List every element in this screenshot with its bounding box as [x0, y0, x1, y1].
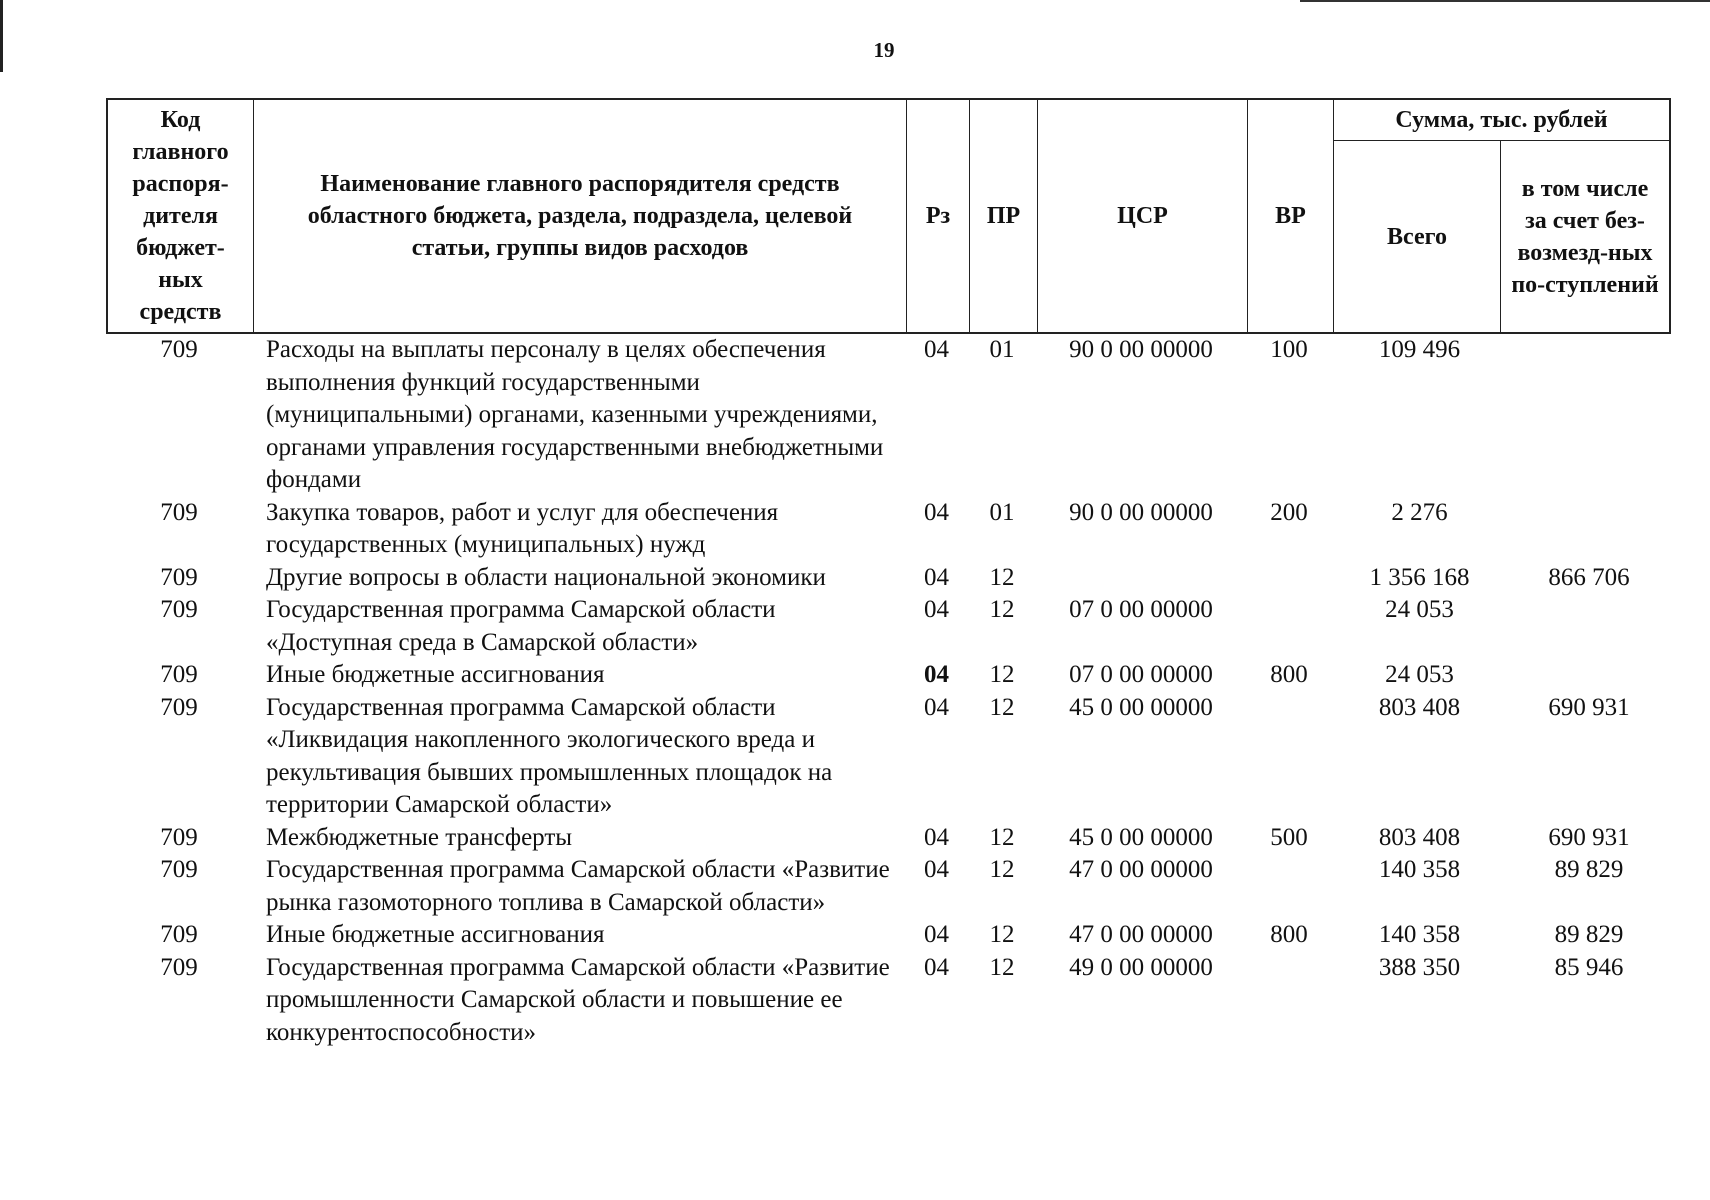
- cell-code: 709: [160, 823, 198, 851]
- cell-free: 89 829: [1554, 921, 1624, 948]
- header-csr: ЦСР: [1117, 203, 1168, 229]
- cell-pr: 12: [989, 596, 1015, 623]
- header-name: Наименование главного распорядителя средств областного бюджета, раздела, подраздела, целевой статьи, группы видов расходов: [307, 171, 853, 261]
- cell-total: 388 350: [1378, 953, 1461, 981]
- cell-code: 709: [160, 693, 198, 721]
- table-row: [106, 854, 1671, 919]
- cell-rz: 04: [924, 921, 949, 948]
- cell-free: [1507, 594, 1671, 659]
- table-row: [106, 659, 1671, 692]
- cell-name: Закупка товаров, работ и услуг для обеспечения государственных (муниципальных) нужд: [266, 498, 779, 558]
- cell-total: 24 053: [1385, 596, 1454, 623]
- cell-pr: 01: [989, 336, 1015, 363]
- cell-name: Расходы на выплаты персоналу в целях обеспечения выполнения функций государственными (муниципальными) органами, казенными учреждениями, органами управления государственными внебюджетными фондами: [266, 336, 884, 493]
- cell-code: 709: [160, 336, 198, 363]
- cell-total: 803 408: [1378, 693, 1461, 721]
- cell-csr: 07 0 00 00000: [1069, 661, 1213, 688]
- cell-rz: 04: [924, 823, 949, 851]
- cell-code: 709: [160, 856, 198, 883]
- cell-rz: 04: [924, 953, 949, 981]
- cell-csr: 07 0 00 00000: [1069, 596, 1213, 623]
- cell-csr: [1036, 562, 1246, 595]
- cell-csr: 47 0 00 00000: [1069, 856, 1213, 883]
- cell-pr: 12: [989, 693, 1015, 721]
- cell-vr: 800: [1270, 661, 1308, 688]
- cell-vr: [1246, 854, 1332, 919]
- cell-rz: 04: [924, 498, 949, 526]
- cell-name: Государственная программа Самарской области «Ликвидация накопленного экологического вреда и рекультивация бывших промышленных площадок на территории Самарской области»: [266, 693, 833, 818]
- table-row: [106, 952, 1671, 1050]
- cell-pr: 01: [989, 498, 1015, 526]
- cell-free: 89 829: [1554, 856, 1624, 883]
- header-vr: ВР: [1275, 203, 1306, 229]
- cell-name: Межбюджетные трансферты: [266, 823, 573, 851]
- cell-rz: 04: [924, 336, 949, 363]
- header-free: в том числе за счет без-возмезд-ных по-ступлений: [1511, 175, 1659, 298]
- table-header: [106, 98, 1671, 334]
- cell-total: 803 408: [1378, 823, 1461, 851]
- cell-total: 140 358: [1378, 856, 1461, 883]
- table-row: [106, 822, 1671, 855]
- table-row: [106, 334, 1671, 497]
- cell-code: 709: [160, 953, 198, 981]
- cell-code: 709: [160, 921, 198, 948]
- cell-rz: 04: [924, 596, 949, 623]
- cell-pr: 12: [989, 856, 1015, 883]
- cell-total: 140 358: [1378, 921, 1461, 948]
- cell-vr: [1246, 692, 1332, 822]
- cell-total: 24 053: [1385, 661, 1454, 688]
- table-row: [106, 594, 1671, 659]
- cell-pr: 12: [989, 953, 1015, 981]
- cell-csr: 49 0 00 00000: [1069, 953, 1213, 981]
- cell-rz: 04: [924, 856, 949, 883]
- cell-code: 709: [160, 498, 198, 526]
- page-number: 19: [873, 38, 895, 62]
- cell-pr: 12: [989, 661, 1015, 688]
- cell-free: 690 931: [1548, 823, 1630, 851]
- cell-name: Государственная программа Самарской области «Развитие промышленности Самарской области и повышение ее конкурентоспособности»: [266, 953, 890, 1046]
- table-row: [106, 497, 1671, 562]
- cell-total: 2 276: [1391, 498, 1448, 526]
- scan-top-rule: [1300, 0, 1710, 2]
- cell-free: [1507, 334, 1671, 497]
- cell-csr: 45 0 00 00000: [1069, 823, 1213, 851]
- cell-code: 709: [160, 563, 198, 591]
- header-sum: Сумма, тыс. рублей: [1395, 107, 1608, 133]
- cell-free: 690 931: [1548, 693, 1630, 721]
- cell-name: Иные бюджетные ассигнования: [266, 661, 605, 688]
- cell-rz: 04: [924, 693, 949, 721]
- cell-total: 1 356 168: [1369, 563, 1470, 591]
- cell-name: Государственная программа Самарской области «Доступная среда в Самарской области»: [266, 596, 776, 656]
- cell-vr: 100: [1270, 336, 1308, 363]
- cell-pr: 12: [989, 921, 1015, 948]
- header-total: Всего: [1387, 223, 1447, 250]
- cell-pr: 12: [989, 823, 1015, 851]
- cell-name: Иные бюджетные ассигнования: [266, 921, 605, 948]
- cell-rz: 04: [924, 563, 949, 591]
- cell-total: 109 496: [1378, 336, 1461, 363]
- cell-csr: 90 0 00 00000: [1069, 336, 1213, 363]
- header-code: Код главного распоря-дителя бюджет-ных средств: [132, 107, 229, 325]
- cell-csr: 47 0 00 00000: [1069, 921, 1213, 948]
- cell-name: Другие вопросы в области национальной экономики: [266, 563, 826, 591]
- cell-code: 709: [160, 661, 198, 688]
- cell-vr: 500: [1270, 823, 1308, 851]
- cell-vr: 800: [1270, 921, 1308, 948]
- cell-name: Государственная программа Самарской области «Развитие рынка газомоторного топлива в Самарской области»: [266, 856, 890, 916]
- cell-vr: [1246, 952, 1332, 1050]
- header-pr: ПР: [986, 203, 1021, 229]
- cell-free: 866 706: [1548, 563, 1630, 591]
- cell-vr: 200: [1270, 498, 1308, 526]
- cell-csr: 90 0 00 00000: [1069, 498, 1213, 526]
- table-row: [106, 919, 1671, 952]
- cell-code: 709: [160, 596, 198, 623]
- cell-pr: 12: [989, 563, 1015, 591]
- table-row: [106, 692, 1671, 822]
- table-body: [106, 334, 1671, 1049]
- cell-csr: 45 0 00 00000: [1069, 693, 1213, 721]
- table-row: [106, 562, 1671, 595]
- header-rz: Рз: [925, 203, 951, 229]
- cell-vr: [1246, 562, 1332, 595]
- cell-free: [1507, 659, 1671, 692]
- cell-free: [1507, 497, 1671, 562]
- cell-vr: [1246, 594, 1332, 659]
- cell-rz: 04: [924, 661, 949, 688]
- cell-free: 85 946: [1554, 953, 1624, 981]
